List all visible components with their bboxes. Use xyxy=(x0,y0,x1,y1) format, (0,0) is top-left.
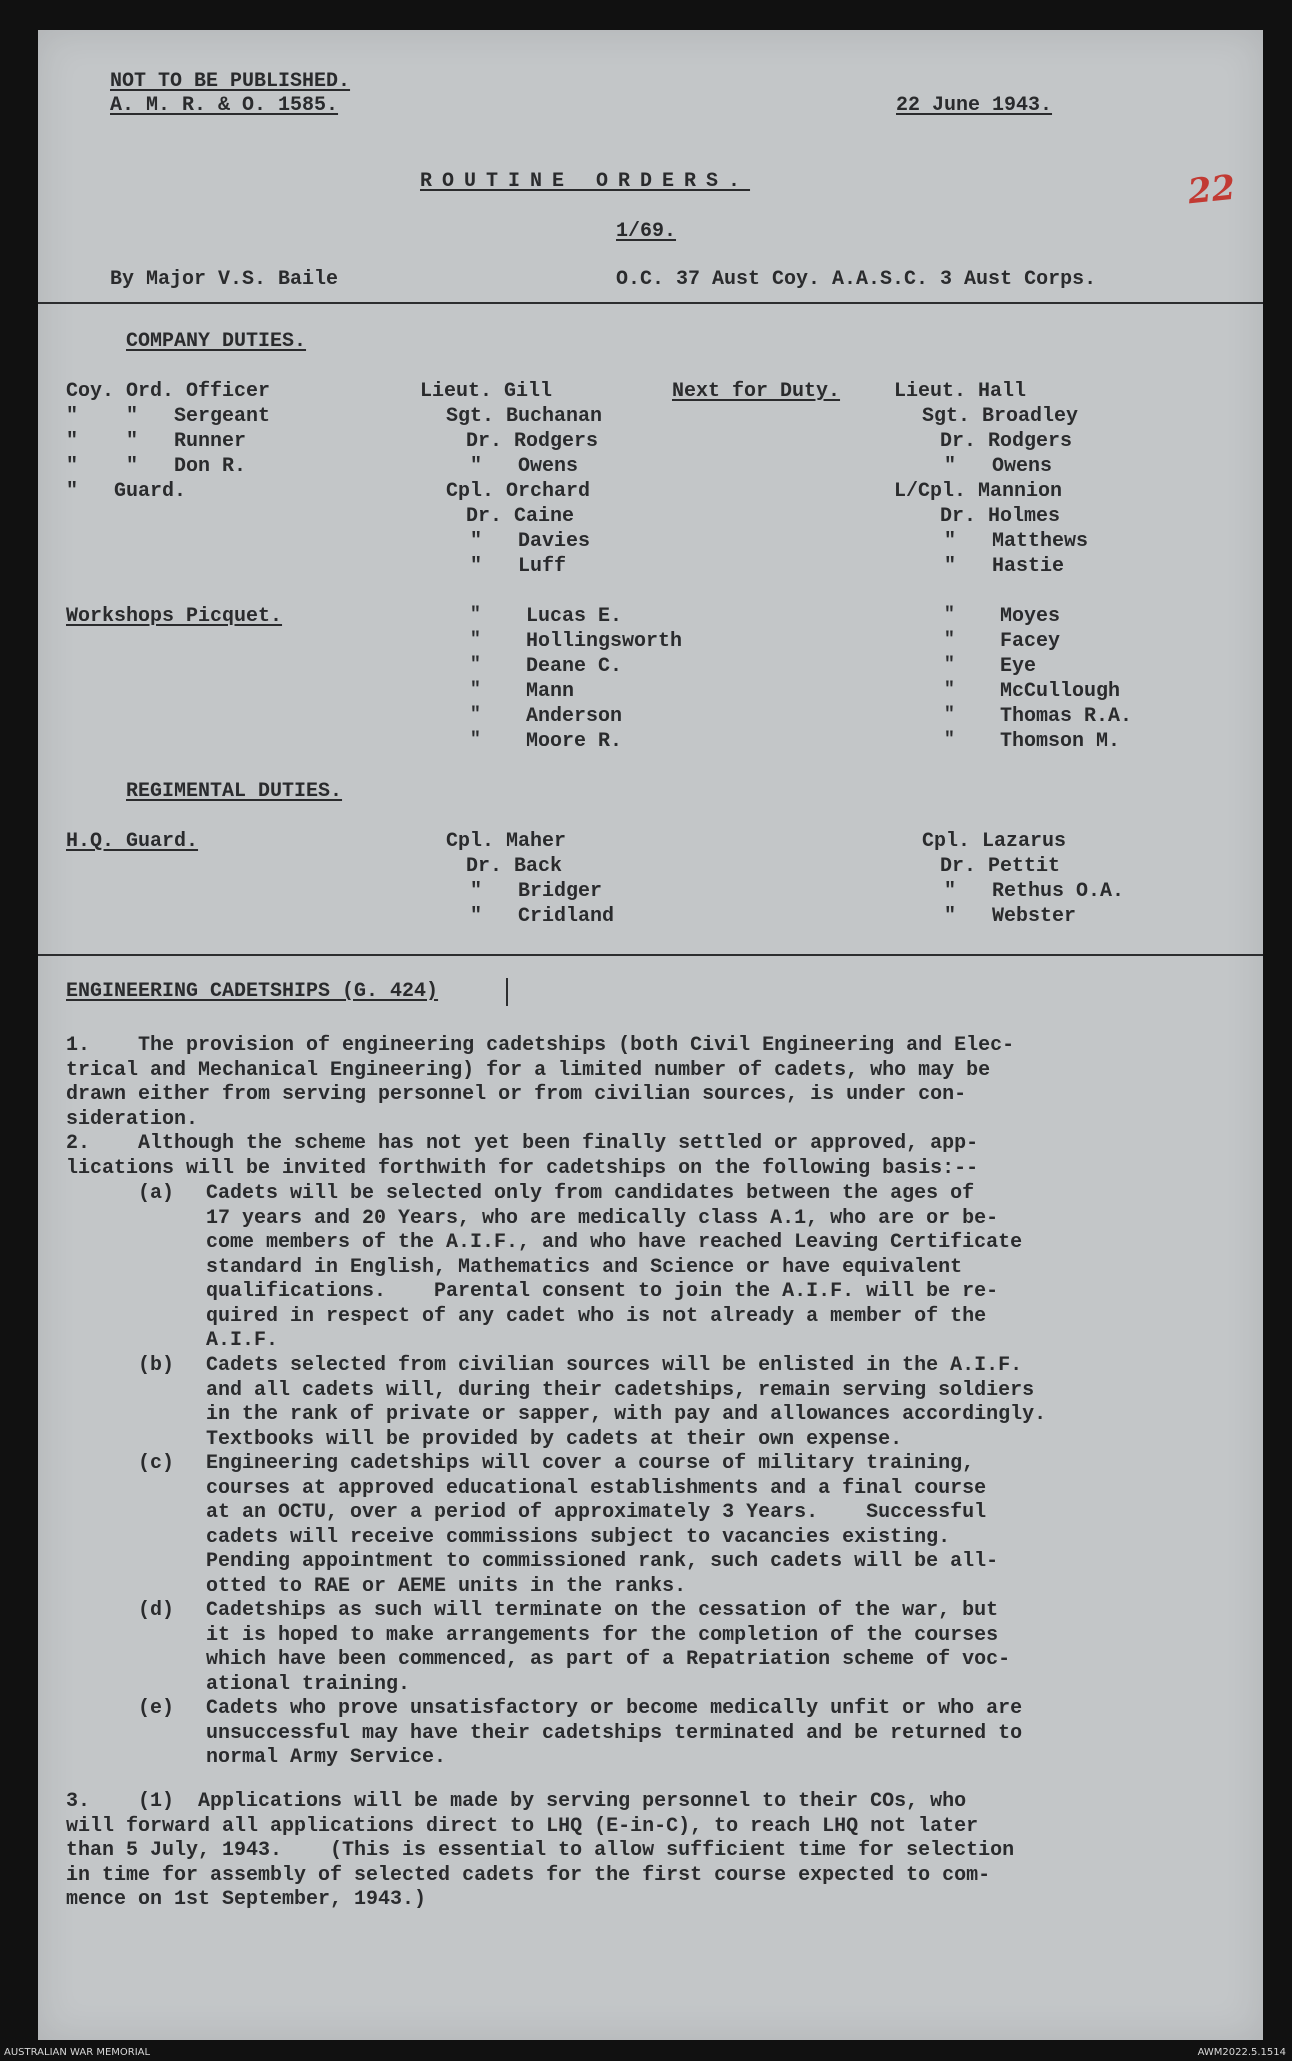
footer-accession: AWM2022.5.1514 xyxy=(1197,2047,1286,2058)
next-duty-name: Dr. Rodgers xyxy=(940,430,1073,453)
guard-name: " Cridland xyxy=(470,905,615,928)
guard-name: Dr. Back xyxy=(466,855,563,878)
footer-source: AUSTRALIAN WAR MEMORIAL xyxy=(4,2047,151,2058)
list-item: Engineering cadetships will cover a course of military training, courses at approved educational establishments and a final course at an OCTU, over a period of approximately 3 Years. Successful cadets will receive commissions subject to vacancies existing. Pending appointment to commissioned rank, such cadets will be all- otted to RAE or AEME units in the ranks. xyxy=(206,1452,999,1598)
divider-bottom xyxy=(38,954,1263,956)
duty-name: Dr. Rodgers xyxy=(466,430,599,453)
duty-name: " Owens xyxy=(470,455,579,478)
duty-name: " Luff xyxy=(470,555,567,578)
paragraph-3: 3. (1) Applications will be made by serving personnel to their COs, who will forward all applications direct to LHQ (E-in-C), to reach LHQ not later than 5 July, 1943. (This is essential to allow sufficient time for selection in time for assembly of selected cadets for the first course expected to com- mence on 1st September, 1943.) xyxy=(66,1790,1015,1911)
next-picquet-name: Facey xyxy=(1000,630,1061,653)
heading-box-edge xyxy=(506,978,508,1006)
next-picquet-name: Eye xyxy=(1000,655,1037,678)
duty-name: Lieut. Gill xyxy=(420,380,553,403)
next-duty-name: " Matthews xyxy=(944,530,1089,553)
next-guard-name: " Rethus O.A. xyxy=(944,880,1125,903)
handwritten-folio-number: 22 xyxy=(1186,167,1238,213)
list-item: Cadetships as such will terminate on the cessation of the war, but it is hoped to make arrangements for the completion of the courses which have been commenced, as part of a Repatriation scheme of voc- ational training. xyxy=(206,1599,1011,1696)
list-label: (c) xyxy=(138,1452,175,1475)
next-duty-name: " Owens xyxy=(944,455,1053,478)
next-picquet-name: Thomson M. xyxy=(1000,730,1121,753)
list-label: (b) xyxy=(138,1354,175,1377)
next-guard-name: Cpl. Lazarus xyxy=(922,830,1067,853)
picquet-name: Moore R. xyxy=(526,730,623,753)
duty-name: Cpl. Orchard xyxy=(446,480,591,503)
role-row: " " Sergeant xyxy=(66,405,271,428)
by-line: By Major V.S. Baile xyxy=(110,268,339,291)
engineering-heading: ENGINEERING CADETSHIPS (G. 424) xyxy=(66,980,439,1003)
role-row: " " Don R. xyxy=(66,455,247,478)
next-guard-name: Dr. Pettit xyxy=(940,855,1061,878)
list-item: Cadets will be selected only from candidates between the ages of 17 years and 20 Years, who are medically class A.1, who are or be- come members of the A.I.F., and who have reached Leaving Certificate standard in English, Mathematics and Science or have equivalent qualifications. Parental consent to join the A.I.F. will be re- quired in respect of any cadet who is not already a member of the A.I.F. xyxy=(206,1182,1023,1352)
document-title: ROUTINE ORDERS. xyxy=(420,170,751,193)
list-label: (e) xyxy=(138,1697,175,1720)
next-duty-name: Lieut. Hall xyxy=(894,380,1027,403)
reference-number: A. M. R. & O. 1585. xyxy=(110,94,339,117)
picquet-name: Lucas E. xyxy=(526,605,623,628)
hq-guard-label: H.Q. Guard. xyxy=(66,830,199,853)
paragraph-2: 2. Although the scheme has not yet been finally settled or approved, app- lications will be invited forthwith for cadetships on the following basis:-- xyxy=(66,1132,979,1180)
duty-name: Sgt. Buchanan xyxy=(446,405,603,428)
oc-line: O.C. 37 Aust Coy. A.A.S.C. 3 Aust Corps. xyxy=(616,268,1097,291)
list-item: Cadets selected from civilian sources will be enlisted in the A.I.F. and all cadets will, during their cadetships, remain serving soldiers in the rank of private or sapper, with pay and allowances accordingly. Textbooks will be provided by cadets at their own expense. xyxy=(206,1354,1047,1451)
next-guard-name: " Webster xyxy=(944,905,1077,928)
workshops-picquet-label: Workshops Picquet. xyxy=(66,605,283,628)
role-row: " " Runner xyxy=(66,430,247,453)
role-row: Coy. Ord. Officer xyxy=(66,380,271,403)
order-number: 1/69. xyxy=(616,220,677,243)
order-date: 22 June 1943. xyxy=(896,94,1053,117)
list-label: (a) xyxy=(138,1182,175,1205)
next-duty-name: L/Cpl. Mannion xyxy=(894,480,1063,503)
divider-top xyxy=(38,302,1263,304)
picquet-name: Mann xyxy=(526,680,575,703)
not-published-label: NOT TO BE PUBLISHED. xyxy=(110,70,351,93)
duty-name: " Davies xyxy=(470,530,591,553)
next-for-duty-label: Next for Duty. xyxy=(672,380,841,403)
next-picquet-name: Moyes xyxy=(1000,605,1061,628)
next-picquet-name: McCullough xyxy=(1000,680,1121,703)
next-duty-name: Dr. Holmes xyxy=(940,505,1061,528)
picquet-name: Deane C. xyxy=(526,655,623,678)
next-picquet-name: Thomas R.A. xyxy=(1000,705,1133,728)
list-item: Cadets who prove unsatisfactory or become medically unfit or who are unsuccessful may have their cadetships terminated and be returned to normal Army Service. xyxy=(206,1697,1023,1769)
picquet-name: Anderson xyxy=(526,705,623,728)
next-duty-name: " Hastie xyxy=(944,555,1065,578)
document-page: NOT TO BE PUBLISHED. A. M. R. & O. 1585. 22 June 1943. 22 ROUTINE ORDERS. 1/69. By Major V.S. Baile O.C. 37 Aust Coy. A.A.S.C. 3 Aust Corps. COMPANY DUTIES. Coy. Ord. Officer " " Sergeant " " Runner " " Don R. " Guard. Lieut. Gill Sgt. Buchanan Dr. Rodgers " Owens Cpl. Orchard Dr. Caine " Davies " Luff Next for Duty. Lieut. Hall Sgt. Broadley Dr. Rodgers " Owens L/Cpl. Mannion Dr. Holmes " Matthews " Hastie Workshops Picquet. " Lucas E. " Hollingsworth " Deane C. " Mann " Anderson " Moore R. " Moyes " Facey " Eye " McCullough " Thomas R.A. " Thomson M. REGIMENTAL DUTIES. H.Q. Guard. Cpl. Maher Dr. Back " Bridger " Cridland Cpl. Lazarus Dr. Pettit " Rethus O.A. " Webster ENGINEERING CADETSHIPS (G. 424) 1. The provision of engineering cadetships (both Civil Engineering and Elec- trical and Mechanical Engineering) for a limited number of cadets, who may be drawn either from serving personnel or from civilian sources, is under con- sideration. 2. Although the scheme has not yet been finally settled or approved, app- lications will be invited forthwith for cadetships on the following basis:-- (a) Cadets will be selected only from candidates between the ages of 17 years and 20 Years, who are medically class A.1, who are or be- come members of the A.I.F., and who have reached Leaving Certificate standard in English, Mathematics and Science or have equivalent qualifications. Parental consent to join the A.I.F. will be re- quired in respect of any cadet who is not already a member of the A.I.F. (b) Cadets selected from civilian sources will be enlisted in the A.I.F. and all cadets will, during their cadetships, remain serving soldiers in the rank of private or sapper, with pay and allowances accordingly. Textbooks will be provided by cadets at their own expense. (c) Engineering cadetships will cover a course of military training, courses at approved educational establishments and a final course at an OCTU, over a period of approximately 3 Years. Successful cadets will receive commissions subject to vacancies existing. Pending appointment to commissioned rank, such cadets will be all- otted to RAE or AEME units in the ranks. (d) Cadetships as such will terminate on the cessation of the war, but it is hoped to make arrangements for the completion of the courses which have been commenced, as part of a Repatriation scheme of voc- ational training. (e) Cadets who prove unsatisfactory or become medically unfit or who are unsuccessful may have their cadetships terminated and be returned to normal Army Service. 3. (1) Applications will be made by serving personnel to their COs, who will forward all applications direct to LHQ (E-in-C), to reach LHQ not later than 5 July, 1943. (This is essential to allow sufficient time for selection in time for assembly of selected cadets for the first course expected to com- mence on 1st September, 1943.) xyxy=(38,30,1263,2040)
guard-name: " Bridger xyxy=(470,880,603,903)
company-duties-heading: COMPANY DUTIES. xyxy=(126,330,307,353)
duty-name: Dr. Caine xyxy=(466,505,575,528)
regimental-duties-heading: REGIMENTAL DUTIES. xyxy=(126,780,343,803)
guard-name: Cpl. Maher xyxy=(446,830,567,853)
picquet-name: Hollingsworth xyxy=(526,630,683,653)
next-duty-name: Sgt. Broadley xyxy=(922,405,1079,428)
list-label: (d) xyxy=(138,1599,175,1622)
paragraph-1: 1. The provision of engineering cadetships (both Civil Engineering and Elec- trical and Mechanical Engineering) for a limited number of cadets, who may be drawn either from serving personnel or from civilian sources, is under con- sideration. xyxy=(66,1034,1015,1131)
role-row: " Guard. xyxy=(66,480,187,503)
